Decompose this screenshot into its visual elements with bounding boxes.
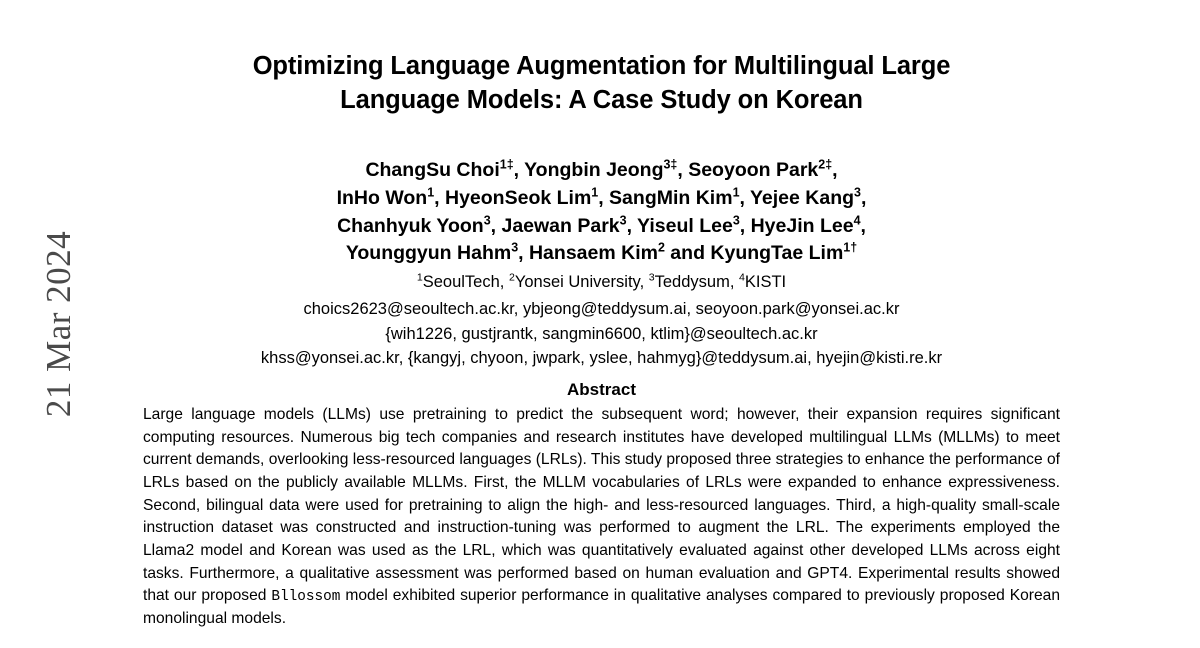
affiliation-marker: 2 (508, 271, 515, 284)
affiliation-name: Yonsei University, (514, 273, 649, 292)
author-row (143, 157, 1060, 185)
author-name: , Hansaem Kim (518, 242, 658, 265)
author-name: , (832, 159, 838, 182)
author-name: , (860, 214, 866, 237)
author-affiliation-marker: 1 (732, 185, 740, 200)
abstract-heading: Abstract (567, 380, 636, 400)
model-name-mono: Bllossom (271, 589, 341, 606)
author-name: , SangMin Kim (598, 187, 733, 209)
author-affiliation-marker: 3 (511, 240, 519, 255)
affiliation-marker: 1 (416, 271, 423, 284)
page-title (143, 0, 1060, 117)
author-name: , HyeonSeok Lim (434, 187, 592, 209)
author-affiliation-marker: 1 (591, 185, 599, 200)
affiliation-list (143, 271, 1060, 295)
paper-page (143, 0, 1060, 646)
author-name: , HyeJin Lee (739, 214, 854, 237)
author-affiliation-marker: 3 (483, 213, 491, 228)
abstract-body (143, 404, 1060, 630)
affiliation-marker: 4 (739, 271, 745, 284)
author-name: and KyungTae Lim (664, 242, 844, 265)
affiliation-name: SeoulTech, (422, 273, 509, 292)
author-affiliation-marker: 4 (853, 213, 861, 228)
author-name: , Yiseul Lee (626, 214, 733, 237)
email-list (143, 297, 1060, 371)
author-affiliation-marker: 2‡ (818, 157, 833, 172)
email-row: {wih1226, gustjrantk, sangmin6600, ktlim}@seoultech.ac.kr (385, 324, 818, 343)
affiliation-name: Teddysum, (654, 273, 739, 292)
author-name: , Jaewan Park (490, 214, 620, 237)
title-line-2: Language Models: A Case Study on Korean (340, 85, 863, 114)
author-name: , (860, 187, 867, 209)
author-affiliation-marker: 3 (619, 213, 627, 228)
author-row (143, 185, 1060, 213)
author-affiliation-marker: 3 (732, 213, 740, 228)
email-row: choics2623@seoultech.ac.kr, ybjeong@teddysum.ai, seoyoon.park@yonsei.ac.kr (303, 299, 900, 318)
author-affiliation-marker: 1‡ (499, 157, 514, 172)
author-name: InHo Won (336, 187, 428, 209)
author-row (143, 213, 1060, 241)
author-affiliation-marker: 2 (657, 240, 665, 255)
author-name: , Seoyoon Park (677, 159, 819, 182)
abstract-text-part-2: model exhibited superior performance in qualitative analyses compared to previously proposed Korean monolingual models. (143, 587, 1061, 627)
author-name: Chanhyuk Yoon (337, 214, 484, 237)
author-affiliation-marker: 3 (854, 185, 861, 200)
affiliation-marker: 3 (648, 271, 655, 284)
author-affiliation-marker: 1 (427, 185, 435, 200)
author-row (143, 240, 1060, 268)
author-name: ChangSu Choi (365, 159, 500, 182)
author-list (143, 157, 1060, 268)
author-name: , Yejee Kang (739, 187, 855, 209)
title-line-1: Optimizing Language Augmentation for Multilingual Large (252, 52, 951, 80)
abstract-text-part-1: Large language models (LLMs) use pretraining to predict the subsequent word; however, their expansion requires significant computing resources. Numerous big tech companies and research institutes have developed multilingual LLMs (MLLMs) to meet current demands, overlooking less-resourced languages (LRLs). This study proposed three strategies to enhance the performance of LRLs based on the publicly available MLLMs. First, the MLLM vocabularies of LRLs were expanded to enhance expressiveness. Second, bilingual data were used for pretraining to align the high- and less-resourced languages. Third, a high-quality small-scale instruction dataset was constructed and instruction-tuning was performed to augment the LRL. The experiments employed the Llama2 model and Korean was used as the LRL, which was quantitatively evaluated against other developed LLMs across eight tasks. Furthermore, a qualitative assessment was performed based on human evaluation and GPT4. Experimental results showed that our proposed (143, 406, 1060, 605)
arxiv-date-stamp (14, 0, 104, 648)
email-row: khss@yonsei.ac.kr, {kangyj, chyoon, jwpark, yslee, hahmyg}@teddysum.ai, hyejin@kisti.re.kr (260, 349, 943, 368)
author-affiliation-marker: 3‡ (663, 157, 678, 172)
arxiv-date-stamp-text: 21 Mar 2024 (39, 230, 78, 418)
author-name: Younggyun Hahm (345, 242, 512, 265)
affiliation-name: KISTI (744, 273, 787, 292)
author-name: , Yongbin Jeong (513, 159, 664, 182)
author-affiliation-marker: 1† (843, 240, 858, 255)
